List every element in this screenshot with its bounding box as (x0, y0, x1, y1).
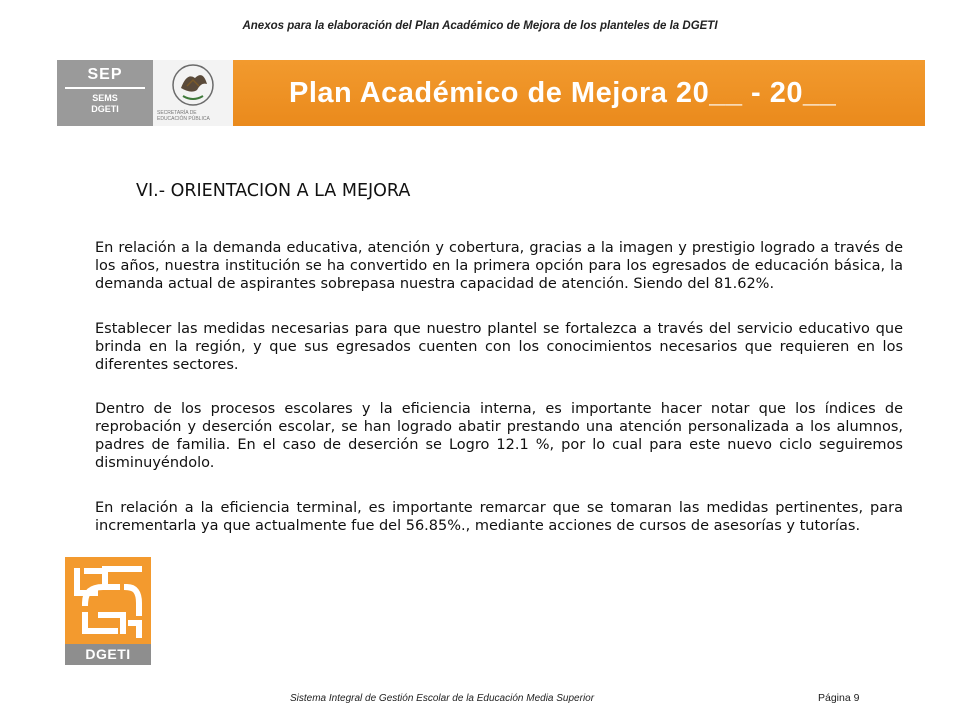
plan-banner (57, 60, 925, 126)
section-heading: VI.- ORIENTACION A LA MEJORA (136, 181, 411, 201)
paragraph-demand: En relación a la demanda educativa, atención y cobertura, gracias a la imagen y prestigio logrado a través de los años, nuestra institución se ha convertido en la primera opción para los egresados de educación básica, la demanda actual de aspirantes sobrepasa nuestra capacidad de atención. Siendo del 81.62%. (95, 240, 903, 292)
document-header-caption: Anexos para la elaboración del Plan Académico de Mejora de los planteles de la DGETI (242, 20, 718, 32)
paragraph-measures: Establecer las medidas necesarias para que nuestro plantel se fortalezca a través del servicio educativo que brinda en la región, y que sus egresados cuenten con los conocimientos necesarios que requieren en los diferentes sectores. (95, 321, 903, 373)
dgeti-logo (65, 557, 151, 665)
footer-system-name: Sistema Integral de Gestión Escolar de la Educación Media Superior (290, 693, 595, 704)
seal-caption: SECRETARÍA DE EDUCACIÓN PÚBLICA (157, 110, 210, 122)
paragraph-terminal-efficiency: En relación a la eficiencia terminal, es importante remarcar que se tomaran las medidas pertinentes, para incrementarla ya que actualmente fue del 56.85%., mediante acciones de cursos de asesorías y tutorías. (95, 500, 903, 534)
footer-page-number: Página 9 (818, 692, 860, 704)
dgeti-small-label: DGETI (91, 104, 119, 114)
banner-title: Plan Académico de Mejora 20__ - 20__ (289, 76, 837, 109)
sep-divider (65, 87, 145, 89)
sems-label: SEMS (92, 93, 118, 103)
sep-logo (57, 60, 153, 126)
dgeti-logo-label: DGETI (65, 644, 151, 665)
eagle-seal-icon (153, 60, 233, 110)
dgeti-emblem-icon (65, 557, 151, 644)
sep-label: SEP (87, 66, 123, 83)
national-seal (153, 60, 233, 126)
paragraph-dropout: Dentro de los procesos escolares y la eficiencia interna, es importante hacer notar que los índices de reprobación y deserción escolar, se han logrado abatir prestando una atención personalizada a los alumnos, padres de familia. En el caso de deserción se Logro 12.1 %, por lo cual para este nuevo ciclo seguiremos disminuyéndolo. (95, 401, 903, 471)
